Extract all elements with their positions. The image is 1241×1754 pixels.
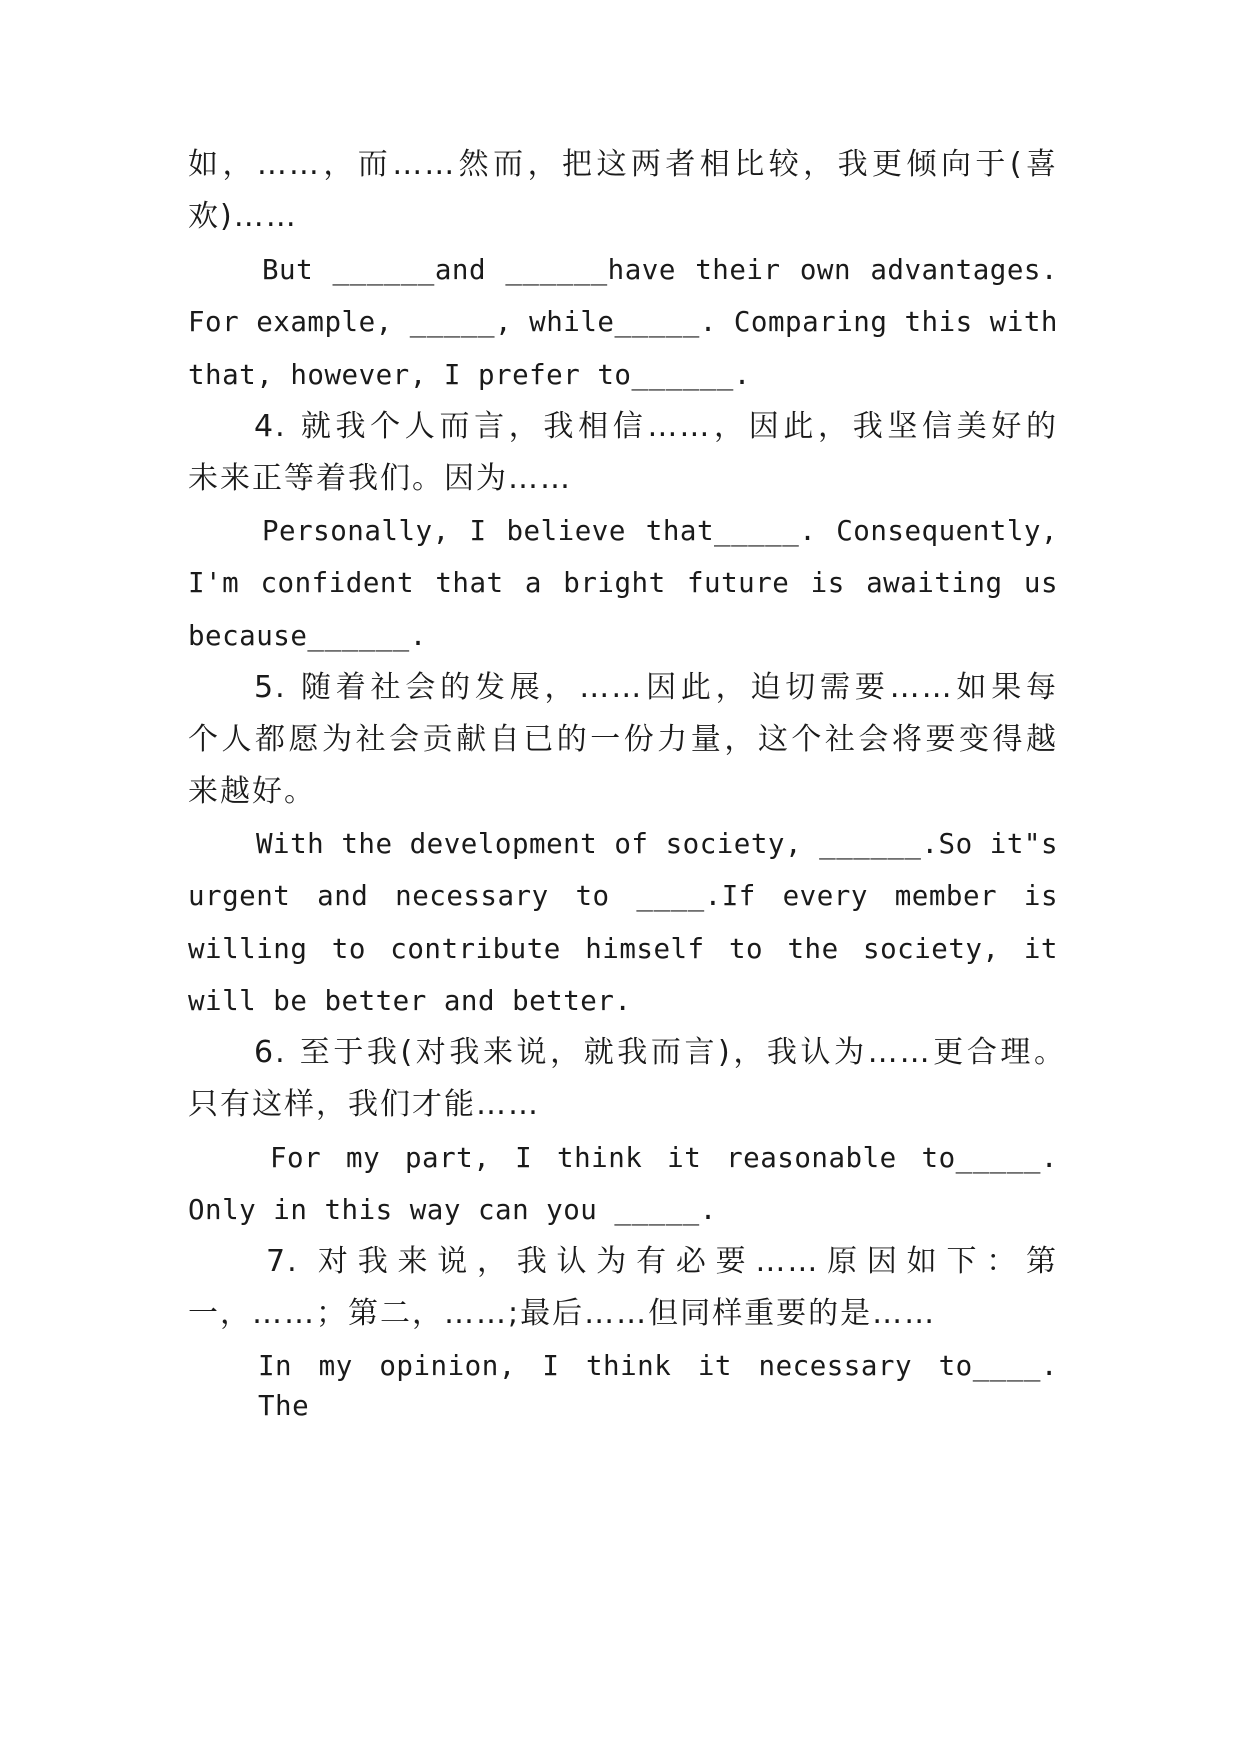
paragraph-line: Personally, I believe that_____. Consequently, xyxy=(262,515,1058,547)
paragraph-line: 个人都愿为社会贡献自已的一份力量，这个社会将要变得越 xyxy=(188,722,1058,757)
paragraph-line: 只有这样，我们才能…… xyxy=(188,1087,540,1122)
paragraph-line: because______. xyxy=(188,620,427,652)
paragraph-line: 7. 对我来说，我认为有必要……原因如下：第 xyxy=(266,1244,1058,1279)
paragraph-line: But ______and ______have their own advantages. xyxy=(262,254,1058,286)
paragraph-line: 来越好。 xyxy=(188,774,316,809)
paragraph-line: I'm confident that a bright future is awaiting us xyxy=(188,567,1058,599)
paragraph-line: For my part, I think it reasonable to_____. xyxy=(270,1142,1058,1174)
paragraph-line: For example, _____, while_____. Comparing this with xyxy=(188,306,1058,338)
paragraph-line: 一，……；第二，……;最后……但同样重要的是…… xyxy=(188,1296,937,1331)
paragraph-line: will be better and better. xyxy=(188,985,632,1017)
paragraph-line: In my opinion, I think it necessary to____. The xyxy=(258,1350,1058,1422)
paragraph-line: 欢)…… xyxy=(188,199,298,234)
paragraph-line: 未来正等着我们。因为…… xyxy=(188,461,572,496)
paragraph-line: that, however, I prefer to______. xyxy=(188,359,751,391)
paragraph-line: willing to contribute himself to the society, it xyxy=(188,933,1058,965)
paragraph-line: 6. 至于我(对我来说，就我而言)，我认为……更合理。 xyxy=(254,1035,1066,1070)
paragraph-line: urgent and necessary to ____.If every member is xyxy=(188,880,1058,912)
paragraph-line: 4. 就我个人而言，我相信……，因此，我坚信美好的 xyxy=(254,409,1058,444)
paragraph-line: 5. 随着社会的发展，……因此，迫切需要……如果每 xyxy=(254,670,1058,705)
paragraph-line: 如，……，而……然而，把这两者相比较，我更倾向于(喜 xyxy=(188,147,1058,182)
paragraph-line: With the development of society, ______.So it"s xyxy=(256,828,1058,860)
paragraph-line: Only in this way can you _____. xyxy=(188,1194,717,1226)
